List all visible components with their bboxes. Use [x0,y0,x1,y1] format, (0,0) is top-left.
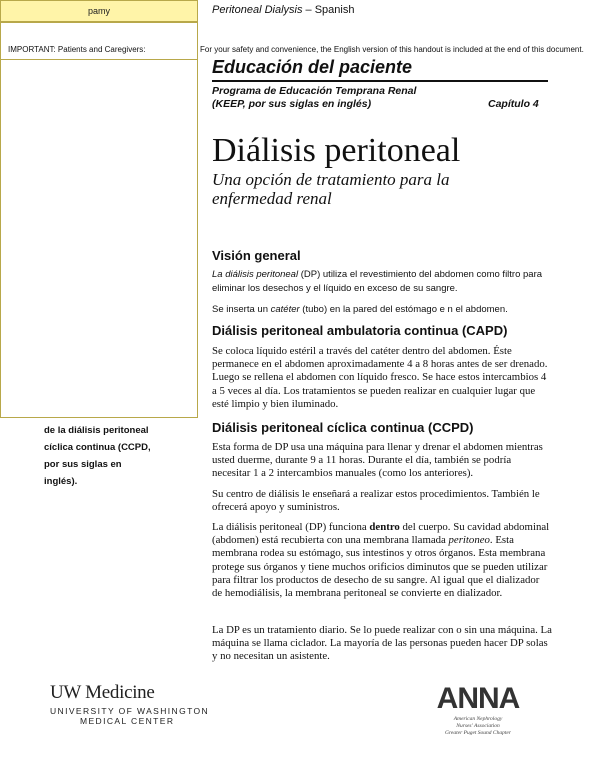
ccpd-heading: Diálisis peritoneal cíclica continua (CCPD) [212,420,474,435]
document-language-title [212,4,354,16]
page-title: Diálisis peritoneal [212,132,461,169]
overview-p1-text: (DP) utiliza el revestimiento del abdomen como filtro para eliminar los desechos y el líquido en exceso de su sangre. [212,269,543,294]
uw-medical-center: MEDICAL CENTER [80,716,175,726]
overview-paragraph-2 [212,303,552,317]
document-title-italic: Peritoneal Dialysis [212,4,303,16]
anna-logo [428,682,528,737]
inside-term: dentro [369,521,400,533]
ccpd-paragraph-4: La DP es un tratamiento diario. Se lo puede realizar con o sin una máquina. La máquina se llama ciclador. La mayoría de las personas pueden hacer DP solas y no necesitan un asistente. [212,624,552,663]
page-subtitle: Una opción de tratamiento para la enfermedad renal [212,170,450,208]
ccpd-paragraph-2: Su centro de diálisis le enseñará a realizar estos procedimientos. También le ofrecerá apoyo y suministros. [212,488,540,514]
notice-label: IMPORTANT: Patients and Caregivers: [8,45,146,54]
side-panel-tag: pamy [0,0,198,22]
ccpd-p3-mid: del cuerpo. Su cavidad abdominal (abdomen) está recubierta con una membrana llamada [212,521,550,547]
uw-university-name: UNIVERSITY OF WASHINGTON [50,706,210,716]
notice-message: For your safety and convenience, the English version of this handout is included at the end of this document. [200,45,584,54]
uw-medicine-logo [50,682,209,726]
chapter-label: Capítulo 4 [488,98,539,110]
anna-line-3: Greater Puget Sound Chapter [445,730,511,736]
patient-education-heading: Educación del paciente [212,57,413,77]
side-note-line-3: por sus siglas en [44,459,122,470]
overview-p2-text: (tubo) en la pared del estómago e n el abdomen. [299,304,508,315]
side-note-line-4: inglés). [44,476,78,487]
peritoneum-term: peritoneo [448,534,490,547]
program-line-2: (KEEP, por sus siglas en inglés) [212,98,372,110]
ccpd-p3-pre: La diálisis peritoneal (DP) funciona [212,521,370,533]
side-note-line-2: cíclica continua (CCPD, [44,442,151,453]
heading-rule [212,80,548,82]
capd-heading: Diálisis peritoneal ambulatoria continua (CAPD) [212,323,508,338]
overview-paragraph-1 [212,268,552,296]
capd-paragraph: Se coloca líquido estéril a través del catéter dentro del abdomen. Éste permanece en el abdomen aproximadamente 4 a 8 horas antes de ser drenado. Luego se rellena el abdomen con líquido fresco. Se hace estos intercambios 4 a 5 veces al día. Los tratamientos se pueden realizar en cualquier lugar que esté limpio y bien iluminado. [212,345,548,410]
anna-organization [428,716,528,737]
overview-term: La diálisis peritoneal [212,269,299,280]
side-note [44,422,204,490]
anna-mark: ANNA [436,682,520,715]
program-line-1: Programa de Educación Temprana Renal [212,85,417,97]
ccpd-p3-rest: . Esta membrana rodea su estómago, sus intestinos y otros órganos. Esta membrana protege sus órganos y tiene muchos orificios diminutos que se pueden utilizar para filtrar los productos de desecho de su sangre. Al igual que el dializador de hemodiálisis, la membrana peritoneal se convierte en dializador. [212,534,548,600]
anna-line-1: American Nephrology [453,716,503,722]
side-note-line-1: de la diálisis peritoneal [44,425,149,436]
overview-heading: Visión general [212,248,301,263]
document-language: – Spanish [302,4,355,16]
anna-line-2: Nurses' Association [456,723,500,729]
ccpd-paragraph-3 [212,521,552,600]
program-name [212,85,416,111]
catheter-term: catéter [270,304,300,315]
overview-p2-pre: Se inserta un [212,304,271,315]
uw-medicine-name: UW Medicine [50,682,155,703]
ccpd-paragraph-1: Esta forma de DP usa una máquina para llenar y drenar el abdomen mientras usted duerme, durante 9 a 11 horas. Durante el día, también se podría necesitar 1 a 2 intercambios manuales (como los anteriores). [212,441,543,480]
notice-divider [0,59,198,60]
side-panel [0,22,198,418]
